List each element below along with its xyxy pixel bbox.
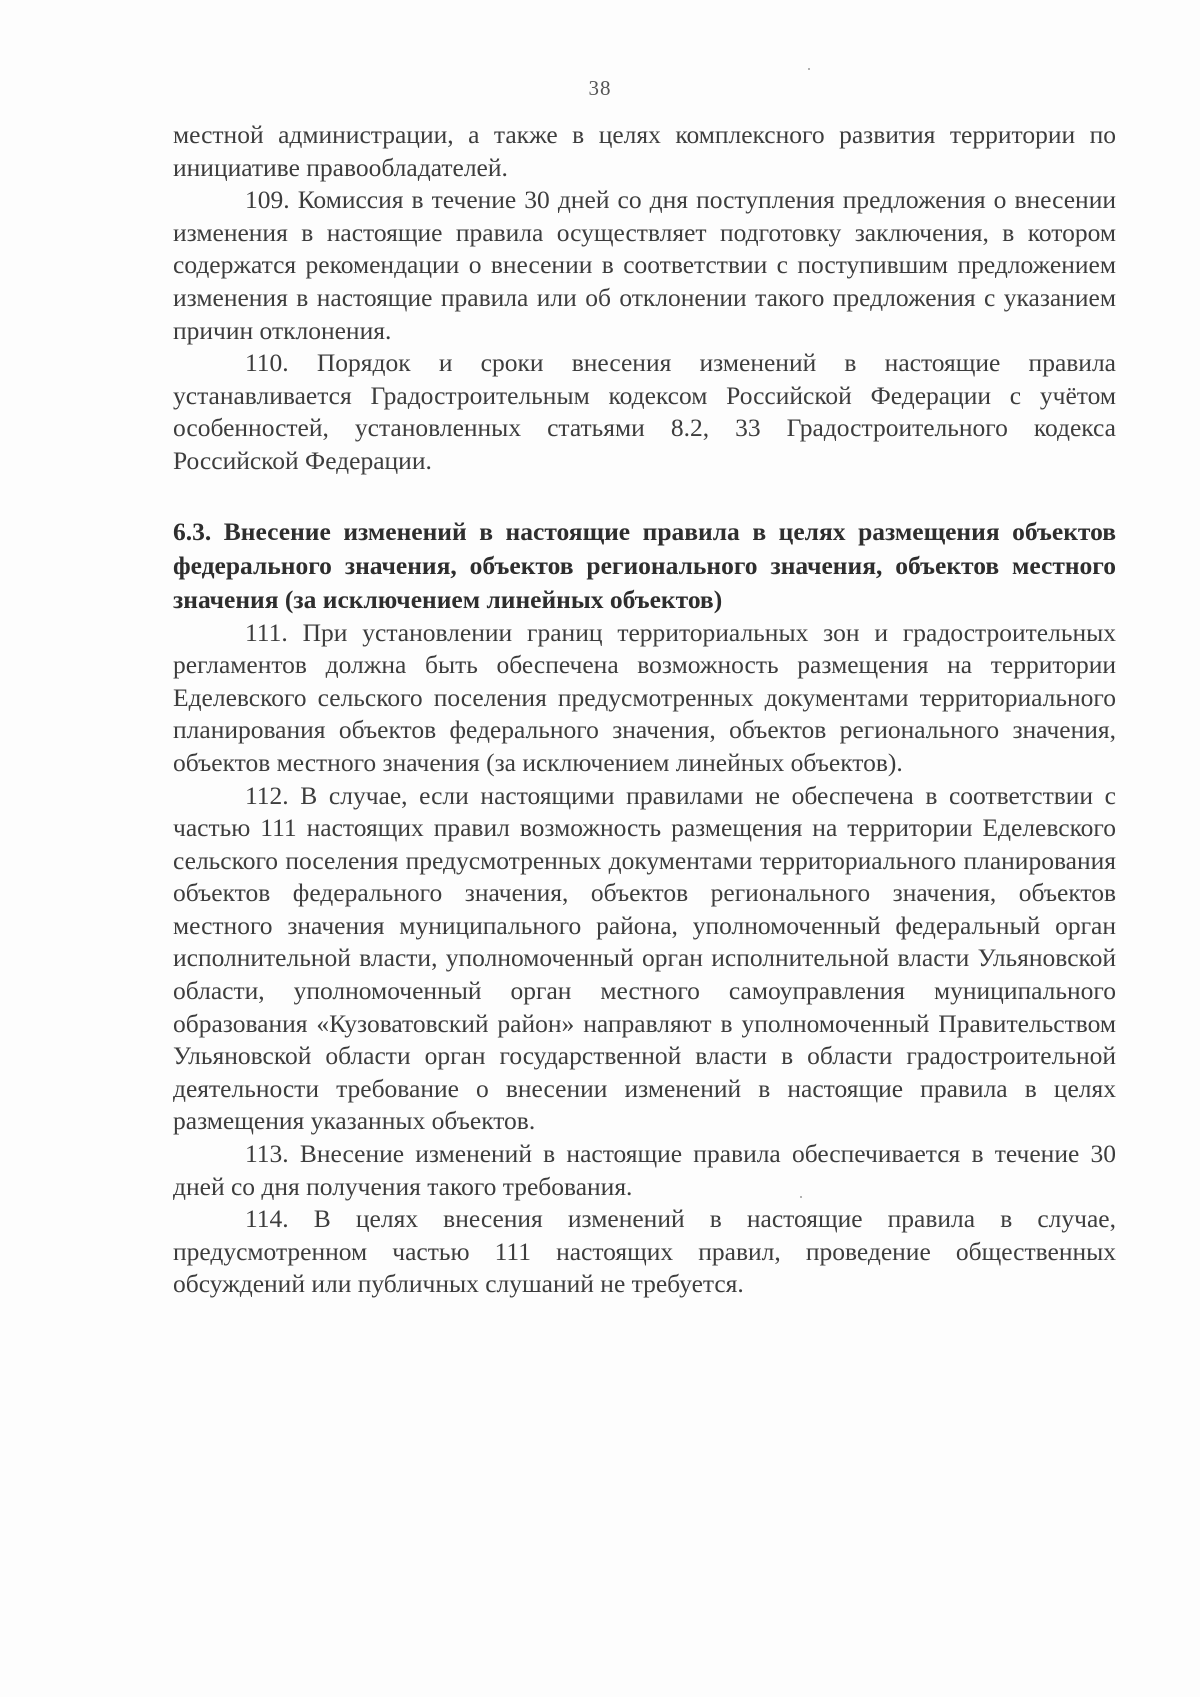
section-heading-6-3: 6.3. Внесение изменений в настоящие правила в целях размещения объектов федерального значения, объектов регионального значения, объектов местного значения (за исключением линейных объектов) [173,516,1116,614]
paragraph-114: 114. В целях внесения изменений в настоящие правила в случае, предусмотренном частью 111 настоящих правил, проведение общественных обсуждений или публичных слушаний не требуется. [173,1204,1116,1299]
paragraph-110: 110. Порядок и сроки внесения изменений в настоящие правила устанавливается Градостроительным кодексом Российской Федерации с учётом особенностей, установленных статьями 8.2, 33 Градостроительного кодекса Российской Федерации. [173,348,1116,475]
scan-speck [800,1196,802,1198]
scan-speck [808,68,810,70]
paragraph-continuation: местной администрации, а также в целях комплексного развития территории по инициативе правообладателей. [173,120,1116,182]
paragraph-109: 109. Комиссия в течение 30 дней со дня поступления предложения о внесении изменения в настоящие правила осуществляет подготовку заключения, в котором содержатся рекомендации о внесении в соответствии с поступившим предложением изменения в настоящие правила или об отклонении такого предложения с указанием причин отклонения. [173,185,1116,345]
paragraph-113: 113. Внесение изменений в настоящие правила обеспечивается в течение 30 дней со дня получения такого требования. [173,1139,1116,1201]
paragraph-112: 112. В случае, если настоящими правилами не обеспечена в соответствии с частью 111 настоящих правил возможность размещения на территории Еделевского сельского поселения предусмотренных документами территориального планирования объектов федерального значения, объектов регионального значения, объектов местного значения муниципального района, уполномоченный федеральный орган исполнительной власти, уполномоченный орган исполнительной власти Ульяновской области, уполномоченный орган местного самоуправления муниципального образования «Кузоватовский район» направляют в уполномоченный Правительством Ульяновской области орган государственной власти в области градостроительной деятельности требование о внесении изменений в настоящие правила в целях размещения указанных объектов. [173,780,1116,1136]
paragraph-111: 111. При установлении границ территориальных зон и градостроительных регламентов должна быть обеспечена возможность размещения на территории Еделевского сельского поселения предусмотренных документами территориального планирования объектов федерального значения, объектов регионального значения, объектов местного значения (за исключением линейных объектов). [173,617,1116,777]
page-number: 38 [588,76,612,100]
document-body [173,119,1116,1301]
